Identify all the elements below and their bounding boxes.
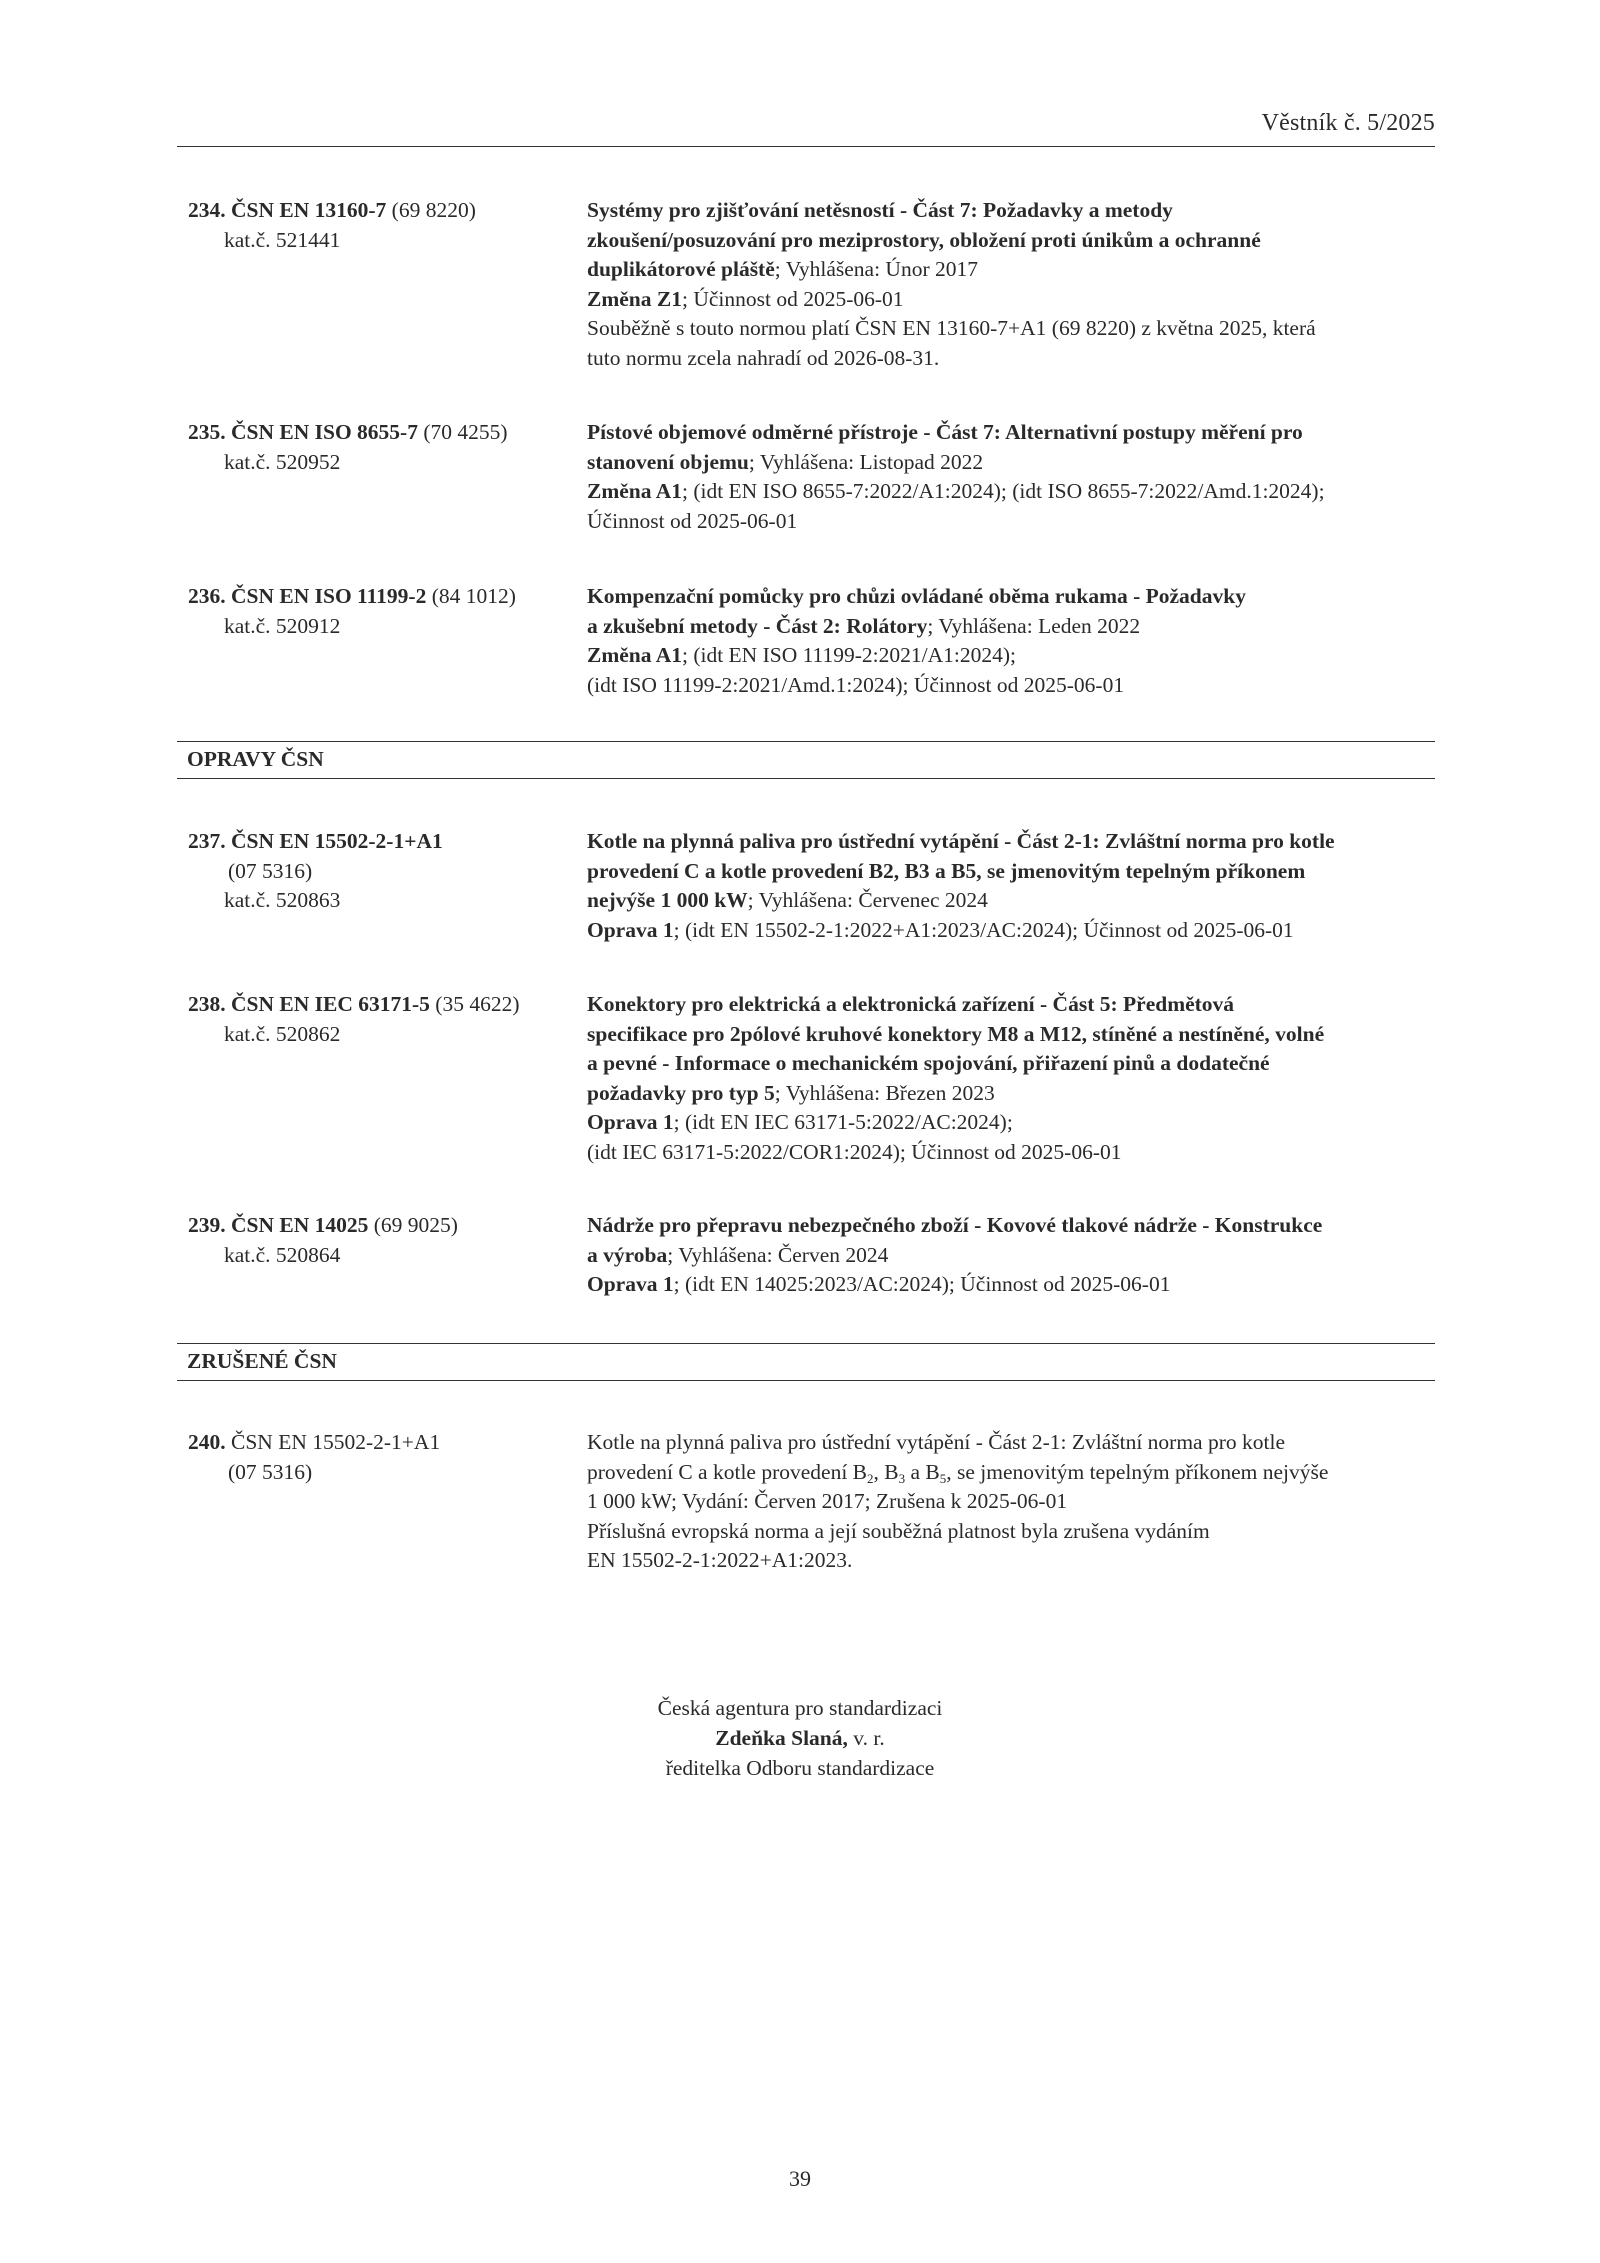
announced-date: ; Vyhlášena: Březen 2023 — [774, 1080, 995, 1105]
effective-date: Účinnost od 2025-06-01 — [587, 508, 798, 533]
signatory-name: Zdeňka Slaná, — [715, 1726, 848, 1750]
withdrawn-details: 1 000 kW; Vydání: Červen 2017; Zrušena k 2025-06-01 — [587, 1489, 1068, 1513]
text-fragment: , se jmenovitým tepelným příkonem nejvýše — [946, 1459, 1329, 1484]
text-fragment: a B — [905, 1459, 940, 1484]
section-title: ZRUŠENÉ ČSN — [187, 1349, 337, 1373]
classification-code: (07 5316) — [228, 858, 313, 883]
standard-title: Kotle na plynná paliva pro ústřední vytápění - Část 2-1: Zvláštní norma pro kotle — [587, 829, 1335, 853]
catalog-number: kat.č. 520912 — [224, 613, 341, 638]
correction-details: ; (idt EN 15502-2-1:2022+A1:2023/AC:2024); Účinnost od 2025-06-01 — [673, 917, 1294, 942]
standard-code: ČSN EN 13160-7 — [231, 198, 387, 222]
change-details: ; (idt EN ISO 8655-7:2022/A1:2024); (idt ISO 8655-7:2022/Amd.1:2024); — [681, 479, 1325, 503]
note-line: Souběžně s touto normou platí ČSN EN 13160-7+A1 (69 8220) z května 2025, která — [587, 316, 1316, 340]
standard-title-end: nejvýše 1 000 kW — [587, 888, 748, 912]
standard-title-end: a zkušební metody - Část 2: Rolátory — [587, 613, 928, 638]
standard-title-cont: zkoušení/posuzování pro meziprostory, obložení proti únikům a ochranné — [587, 227, 1261, 252]
catalog-number: kat.č. 520952 — [224, 449, 341, 474]
standard-title: Nádrže pro přepravu nebezpečného zboží - Kovové tlakové nádrže - Konstrukce — [587, 1213, 1323, 1237]
entry-number: 238. — [188, 992, 226, 1016]
subscript: 3 — [898, 1470, 906, 1486]
entry-description — [587, 196, 1432, 373]
change-label: Změna Z1 — [587, 286, 682, 311]
standard-code: ČSN EN 15502-2-1+A1 — [231, 1430, 441, 1454]
standard-title: Konektory pro elektrická a elektronická zařízení - Část 5: Předmětová — [587, 992, 1235, 1016]
withdrawn-title-cont — [587, 1458, 1432, 1488]
standard-title: Pístové objemové odměrné přístroje - Část 7: Alternativní postupy měření pro — [587, 420, 1303, 444]
standard-code: ČSN EN ISO 11199-2 — [231, 584, 427, 608]
announced-date: ; Vyhlášena: Únor 2017 — [774, 257, 978, 281]
entry-number: 240. — [188, 1430, 226, 1454]
standard-title-end: duplikátorové pláště — [587, 257, 775, 281]
entry-description — [587, 990, 1432, 1167]
journal-title: Věstník č. 5/2025 — [1261, 110, 1435, 136]
catalog-number: kat.č. 520862 — [224, 1021, 341, 1046]
standard-code: ČSN EN 14025 — [231, 1213, 369, 1237]
change-details-cont: (idt ISO 11199-2:2021/Amd.1:2024); Účinnost od 2025-06-01 — [587, 672, 1125, 697]
classification-code: (84 1012) — [431, 584, 516, 608]
withdrawn-note: Příslušná evropská norma a její souběžná platnost byla zrušena vydáním — [587, 1518, 1210, 1543]
entry-id-block — [188, 196, 583, 255]
note-line: tuto normu zcela nahradí od 2026-08-31. — [587, 345, 940, 370]
header-divider — [177, 146, 1435, 147]
entry-description — [587, 1428, 1432, 1576]
correction-details-cont: (idt IEC 63171-5:2022/COR1:2024); Účinnost od 2025-06-01 — [587, 1139, 1122, 1164]
correction-details: ; (idt EN 14025:2023/AC:2024); Účinnost od 2025-06-01 — [673, 1272, 1171, 1296]
standard-code: ČSN EN 15502-2-1+A1 — [231, 829, 443, 853]
signatory-line — [0, 1723, 1600, 1753]
announced-date: ; Vyhlášena: Listopad 2022 — [748, 449, 984, 474]
entry-description — [587, 827, 1432, 945]
signatory-suffix: v. r. — [847, 1726, 885, 1750]
entry-number: 237. — [188, 829, 226, 853]
standard-title-cont: provedení C a kotle provedení B2, B3 a B5, se jmenovitým tepelným příkonem — [587, 858, 1306, 883]
correction-label: Oprava 1 — [587, 917, 674, 942]
standard-title-cont: a pevné - Informace o mechanickém spojování, přiřazení pinů a dodatečné — [587, 1051, 1270, 1075]
standard-title-end: a výroba — [587, 1242, 668, 1267]
text-fragment: provedení C a kotle provedení B — [587, 1459, 868, 1484]
entry-description — [587, 1211, 1432, 1300]
entry-id-block — [188, 1428, 583, 1487]
standard-title: Systémy pro zjišťování netěsností - Část 7: Požadavky a metody — [587, 198, 1173, 222]
withdrawn-note-cont: EN 15502-2-1:2022+A1:2023. — [587, 1548, 853, 1572]
classification-code: (69 8220) — [391, 198, 476, 222]
entry-id-block — [188, 990, 583, 1049]
change-details: ; (idt EN ISO 11199-2:2021/A1:2024); — [681, 643, 1016, 667]
entry-id-block — [188, 1211, 583, 1270]
change-label: Změna A1 — [587, 479, 682, 503]
standard-title-end: požadavky pro typ 5 — [587, 1080, 775, 1105]
withdrawn-title: Kotle na plynná paliva pro ústřední vytápění - Část 2-1: Zvláštní norma pro kotle — [587, 1430, 1285, 1454]
organization-name: Česká agentura pro standardizaci — [657, 1696, 943, 1720]
correction-label: Oprava 1 — [587, 1110, 674, 1134]
entry-id-block — [188, 827, 583, 916]
entry-id-block — [188, 418, 583, 477]
section-header-corrections — [177, 741, 1435, 779]
section-title: OPRAVY ČSN — [187, 747, 324, 771]
page-number: 39 — [789, 2166, 811, 2191]
entry-id-block — [188, 582, 583, 641]
classification-code: (35 4622) — [435, 992, 520, 1016]
catalog-number: kat.č. 520864 — [224, 1242, 341, 1267]
subscript: 2 — [867, 1470, 874, 1486]
entry-description — [587, 418, 1432, 536]
signatory-role: ředitelka Odboru standardizace — [665, 1756, 935, 1780]
entry-description — [587, 582, 1432, 700]
standard-title: Kompenzační pomůcky pro chůzi ovládané oběma rukama - Požadavky — [587, 584, 1246, 608]
correction-details: ; (idt EN IEC 63171-5:2022/AC:2024); — [673, 1110, 1013, 1134]
section-header-withdrawn — [177, 1343, 1435, 1381]
entry-number: 234. — [188, 198, 226, 222]
entry-number: 235. — [188, 420, 226, 444]
standard-title-end: stanovení objemu — [587, 449, 749, 474]
classification-code: (69 9025) — [373, 1213, 458, 1237]
standard-title-cont: specifikace pro 2pólové kruhové konektory M8 a M12, stíněné a nestíněné, volné — [587, 1021, 1325, 1046]
correction-label: Oprava 1 — [587, 1272, 674, 1296]
announced-date: ; Vyhlášena: Červen 2024 — [667, 1242, 889, 1267]
standard-code: ČSN EN IEC 63171-5 — [231, 992, 430, 1016]
announced-date: ; Vyhlášena: Leden 2022 — [927, 613, 1141, 638]
entry-number: 239. — [188, 1213, 226, 1237]
signature-block — [0, 1693, 1600, 1783]
classification-code: (70 4255) — [423, 420, 508, 444]
catalog-number: kat.č. 520863 — [224, 888, 341, 912]
standard-code: ČSN EN ISO 8655-7 — [231, 420, 418, 444]
catalog-number: kat.č. 521441 — [224, 227, 341, 252]
subscript: 5 — [939, 1470, 947, 1486]
announced-date: ; Vyhlášena: Červenec 2024 — [747, 888, 988, 912]
classification-code: (07 5316) — [228, 1459, 313, 1484]
change-details: ; Účinnost od 2025-06-01 — [681, 286, 904, 311]
entry-number: 236. — [188, 584, 226, 608]
text-fragment: , B — [873, 1459, 899, 1484]
change-label: Změna A1 — [587, 643, 682, 667]
